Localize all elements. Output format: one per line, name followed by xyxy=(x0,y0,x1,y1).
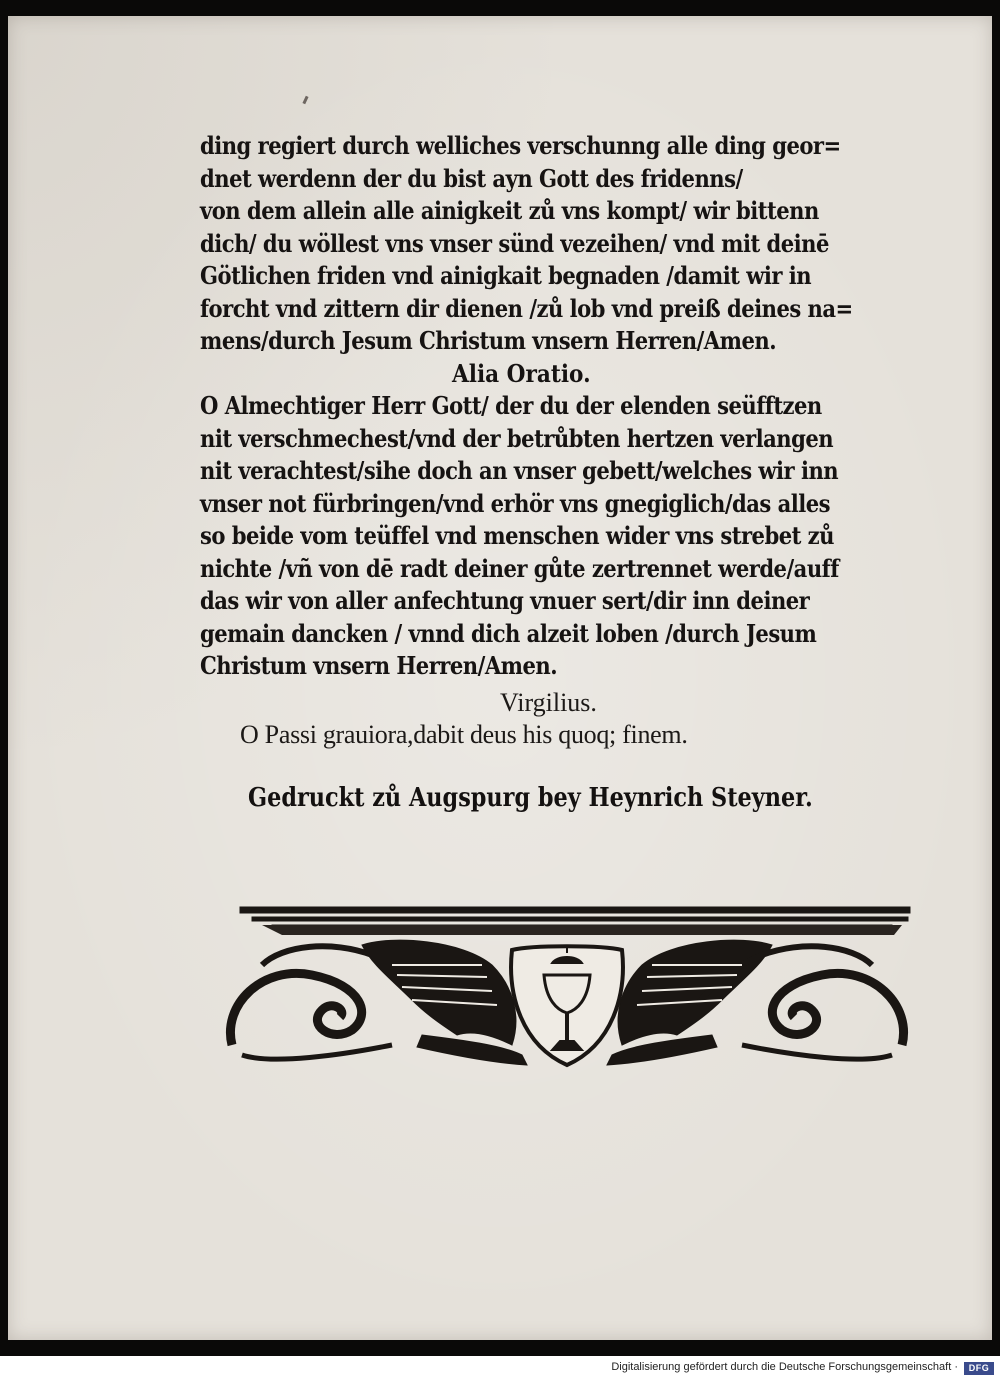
body-line: dich/ du wöllest vns vnser sünd vezeihen/ vnd mit deinē xyxy=(200,228,829,258)
page-mark xyxy=(302,96,308,105)
digitization-footer xyxy=(0,1359,1000,1379)
prayer-heading: Alia Oratio. xyxy=(452,358,591,388)
body-line: forcht vnd zittern dir dienen /zů lob vnd preiß deines na= xyxy=(200,293,853,323)
prayer-line: Christum vnsern Herren/Amen. xyxy=(200,651,558,680)
body-line: ding regiert durch welliches verschunng alle ding geor= xyxy=(200,131,841,160)
printer-colophon: Gedruckt zů Augspurg bey Heynrich Steyner. xyxy=(248,783,813,813)
body-line: mens/durch Jesum Christum vnsern Herren/Amen. xyxy=(200,326,777,355)
body-line: von dem allein alle ainigkeit zů vns kompt/ wir bittenn xyxy=(200,196,819,225)
prayer-line: das wir von aller anfechtung vnuer sert/dir inn deiner xyxy=(200,586,810,615)
prayer-line: so beide vom teüffel vnd menschen wider vns strebet zů xyxy=(200,521,834,550)
woodcut-ornament xyxy=(222,905,912,1075)
prayer-line: vnser not fürbringen/vnd erhör vns gnegiglich/das alles xyxy=(200,488,831,518)
page-text-block xyxy=(200,130,920,683)
latin-quote: O Passi grauiora,dabit deus his quoq; finem. xyxy=(240,720,688,749)
prayer-line: nit verachtest/sihe doch an vnser gebett/welches wir inn xyxy=(200,456,839,485)
prayer-line: gemain dancken / vnnd dich alzeit loben /durch Jesum xyxy=(200,618,817,648)
body-line: dnet werdenn der du bist ayn Gott des fridenns/ xyxy=(200,163,743,193)
prayer-line: O Almechtiger Herr Gott/ der du der elenden seüfftzen xyxy=(200,391,822,420)
dfg-logo: DFG xyxy=(964,1362,994,1375)
body-line: Götlichen friden vnd ainigkait begnaden /damit wir in xyxy=(200,261,812,290)
footer-credit-text: Digitalisierung gefördert durch die Deutsche Forschungsgemeinschaft · xyxy=(611,1361,958,1373)
prayer-line: nit verschmechest/vnd der betrůbten hertzen verlangen xyxy=(200,423,834,453)
prayer-line: nichte /vñ von dē radt deiner gůte zertrennet werde/auff xyxy=(200,553,839,583)
latin-heading: Virgilius. xyxy=(500,688,597,717)
